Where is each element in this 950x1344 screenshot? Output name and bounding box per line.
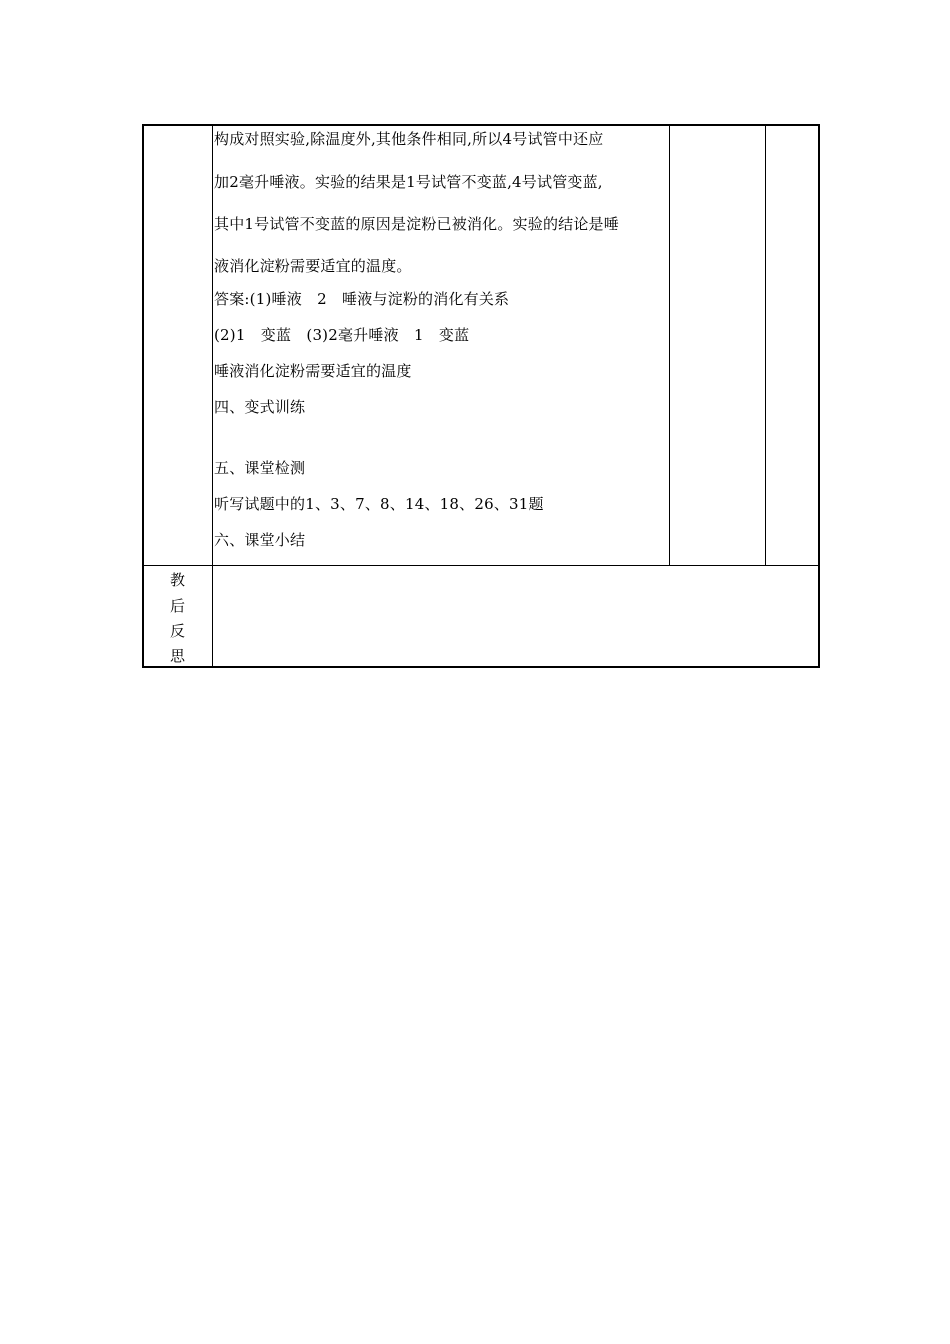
table-right-border bbox=[818, 124, 820, 668]
reflection-label-char-1: 教 bbox=[169, 571, 185, 589]
section-heading-class-test: 五、课堂检测 bbox=[214, 459, 306, 477]
content-column-border bbox=[669, 124, 670, 566]
section-heading-variant-training: 四、变式训练 bbox=[214, 398, 306, 416]
content-line-1: 构成对照实验,除温度外,其他条件相同,所以4号试管中还应 bbox=[214, 130, 604, 148]
reflection-label-char-2: 后 bbox=[169, 597, 185, 615]
table-bottom-border bbox=[142, 666, 820, 668]
reflection-label-char-4: 思 bbox=[169, 647, 185, 665]
answer-line-2: (2)1 变蓝 (3)2毫升唾液 1 变蓝 bbox=[214, 326, 470, 344]
content-line-4: 液消化淀粉需要适宜的温度。 bbox=[214, 257, 412, 275]
dictation-line: 听写试题中的1、3、7、8、14、18、26、31题 bbox=[214, 495, 544, 513]
table-middle-border bbox=[142, 565, 820, 566]
notes-column-border bbox=[765, 124, 766, 566]
section-heading-class-summary: 六、课堂小结 bbox=[214, 531, 306, 549]
content-line-2: 加2毫升唾液。实验的结果是1号试管不变蓝,4号试管变蓝, bbox=[214, 173, 603, 191]
answer-line: 答案:(1)唾液 2 唾液与淀粉的消化有关系 bbox=[214, 290, 510, 308]
content-line-3: 其中1号试管不变蓝的原因是淀粉已被消化。实验的结论是唾 bbox=[214, 215, 619, 233]
reflection-label-char-3: 反 bbox=[169, 622, 185, 640]
table-top-border bbox=[142, 124, 820, 126]
conclusion-line: 唾液消化淀粉需要适宜的温度 bbox=[214, 362, 412, 380]
